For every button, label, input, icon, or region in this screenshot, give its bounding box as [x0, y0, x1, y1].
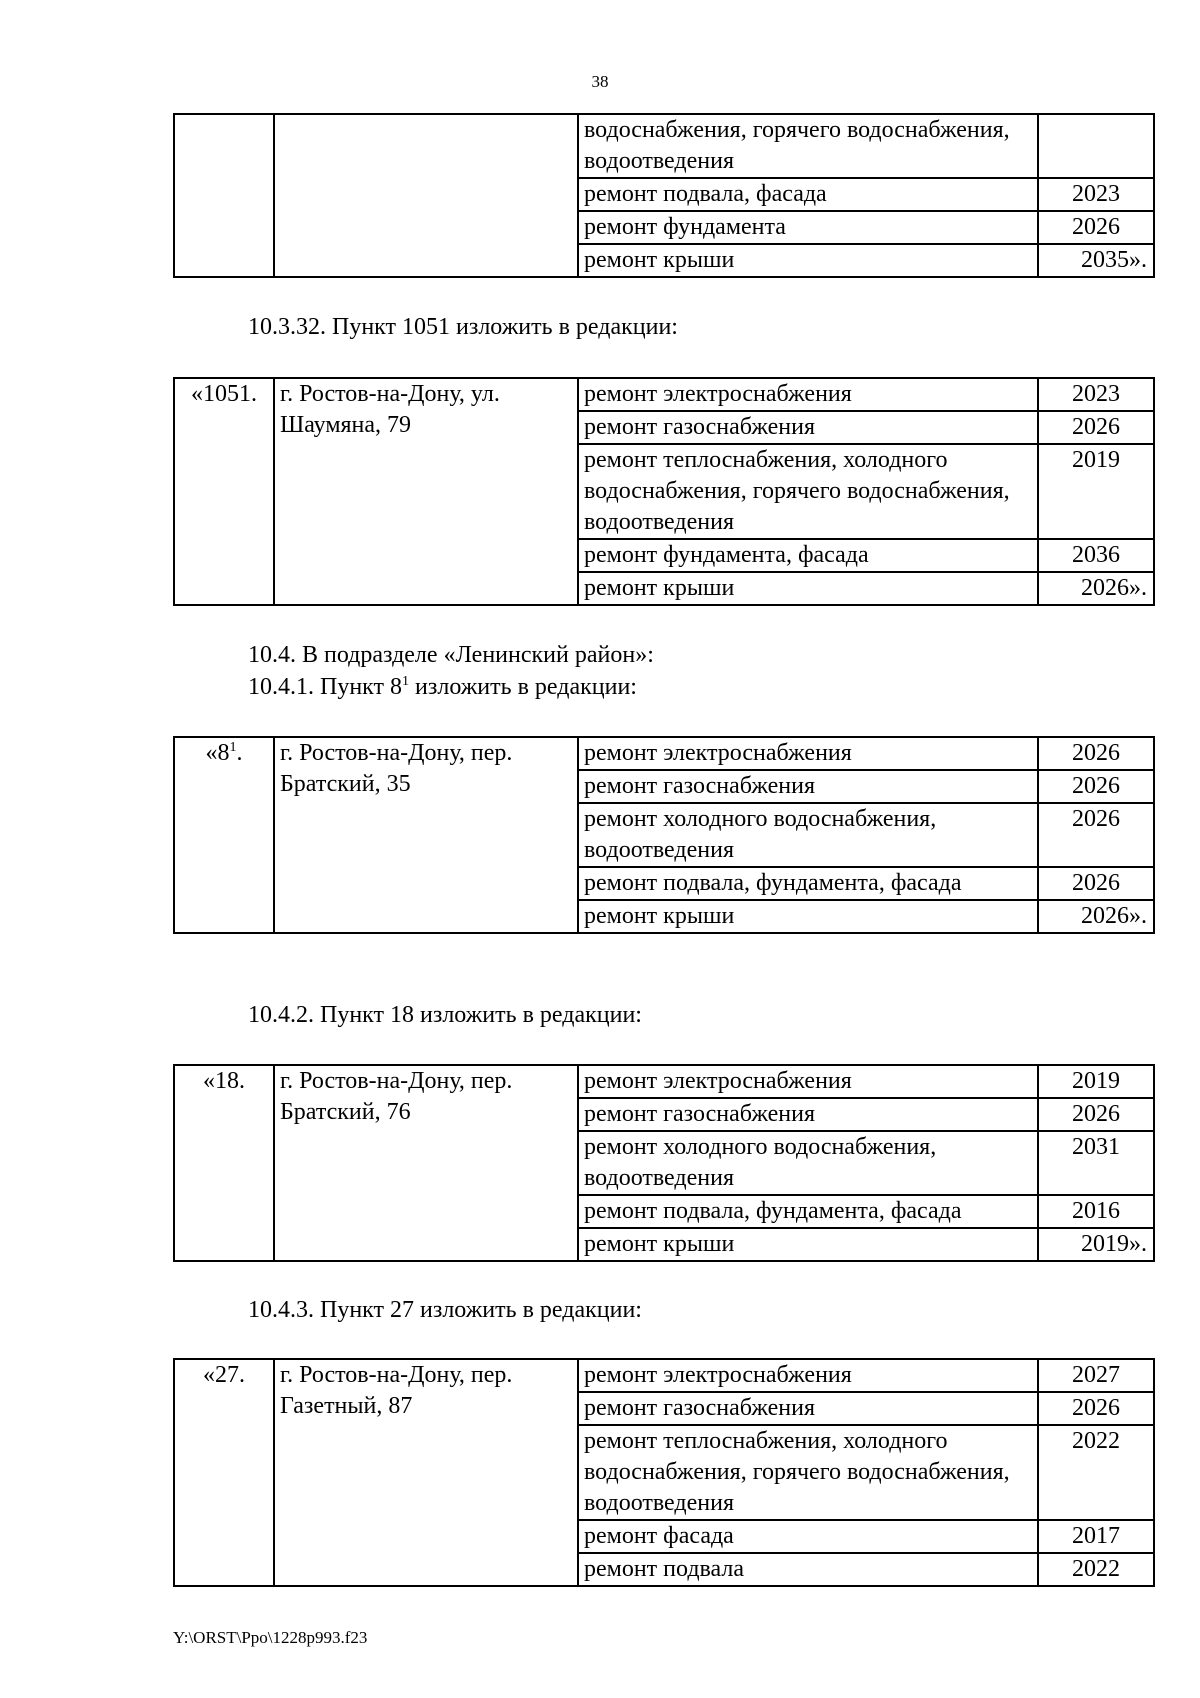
table-row — [174, 378, 1154, 411]
paragraph-10-4: 10.4. В подразделе «Ленинский район»: — [248, 642, 654, 668]
work-cell: ремонт фундамента, фасада — [578, 539, 1038, 572]
year-cell: 2027 — [1038, 1359, 1154, 1392]
work-cell: ремонт фундамента — [578, 211, 1038, 244]
work-cell: ремонт фасада — [578, 1520, 1038, 1553]
year-cell: 2022 — [1038, 1425, 1154, 1520]
year-cell: 2026». — [1038, 900, 1154, 933]
work-cell: ремонт электроснабжения — [578, 1359, 1038, 1392]
table-row — [174, 114, 1154, 178]
table-item-1051 — [173, 377, 1155, 606]
work-cell: ремонт газоснабжения — [578, 1392, 1038, 1425]
work-cell: ремонт газоснабжения — [578, 770, 1038, 803]
item-number-cell: «1051. — [174, 378, 274, 605]
table-row — [174, 1065, 1154, 1098]
item-number-cell: «27. — [174, 1359, 274, 1586]
table-item-27 — [173, 1358, 1155, 1587]
paragraph-text: 10.4.1. Пункт 8 — [248, 674, 403, 700]
table-item-18 — [173, 1064, 1155, 1262]
year-cell — [1038, 114, 1154, 178]
year-cell: 2026». — [1038, 572, 1154, 605]
superscript: 1 — [402, 674, 410, 689]
year-cell: 2026 — [1038, 1392, 1154, 1425]
year-cell: 2026 — [1038, 803, 1154, 867]
year-cell: 2019 — [1038, 1065, 1154, 1098]
table-row — [174, 1359, 1154, 1392]
address-cell: г. Ростов-на-Дону, пер. Братский, 76 — [274, 1065, 578, 1261]
work-cell: ремонт электроснабжения — [578, 378, 1038, 411]
work-cell: ремонт холодного водоснабжения, водоотведения — [578, 1131, 1038, 1195]
work-cell: ремонт подвала, фундамента, фасада — [578, 1195, 1038, 1228]
work-cell: ремонт электроснабжения — [578, 1065, 1038, 1098]
work-cell: ремонт газоснабжения — [578, 1098, 1038, 1131]
work-cell: ремонт крыши — [578, 244, 1038, 277]
paragraph-10-4-2: 10.4.2. Пункт 18 изложить в редакции: — [248, 1002, 642, 1028]
table-item-8-1 — [173, 736, 1155, 934]
item-number: «8 — [205, 740, 230, 766]
year-cell: 2019 — [1038, 444, 1154, 539]
superscript: 1 — [229, 740, 237, 755]
work-cell: ремонт крыши — [578, 1228, 1038, 1261]
year-cell: 2036 — [1038, 539, 1154, 572]
page-number: 38 — [591, 72, 609, 91]
address-cell: г. Ростов-на-Дону, пер. Газетный, 87 — [274, 1359, 578, 1586]
year-cell: 2023 — [1038, 378, 1154, 411]
address-cell — [274, 114, 578, 277]
table-row — [174, 737, 1154, 770]
year-cell: 2017 — [1038, 1520, 1154, 1553]
year-cell: 2026 — [1038, 211, 1154, 244]
work-cell: ремонт крыши — [578, 900, 1038, 933]
year-cell: 2022 — [1038, 1553, 1154, 1586]
year-cell: 2019». — [1038, 1228, 1154, 1261]
address-cell: г. Ростов-на-Дону, пер. Братский, 35 — [274, 737, 578, 933]
work-cell: ремонт холодного водоснабжения, водоотведения — [578, 803, 1038, 867]
item-number-cell: «18. — [174, 1065, 274, 1261]
year-cell: 2023 — [1038, 178, 1154, 211]
work-cell: ремонт подвала — [578, 1553, 1038, 1586]
paragraph-text: изложить в редакции: — [409, 674, 637, 700]
paragraph-10-3-32: 10.3.32. Пункт 1051 изложить в редакции: — [248, 314, 678, 340]
year-cell: 2026 — [1038, 770, 1154, 803]
work-cell: ремонт крыши — [578, 572, 1038, 605]
year-cell: 2026 — [1038, 737, 1154, 770]
address-cell: г. Ростов-на-Дону, ул. Шаумяна, 79 — [274, 378, 578, 605]
work-cell: ремонт электроснабжения — [578, 737, 1038, 770]
work-cell: ремонт теплоснабжения, холодного водоснабжения, горячего водоснабжения, водоотведения — [578, 444, 1038, 539]
table-continuation — [173, 113, 1155, 278]
item-number-cell — [174, 737, 274, 933]
paragraph-10-4-1 — [248, 672, 637, 703]
year-cell: 2016 — [1038, 1195, 1154, 1228]
work-cell: ремонт подвала, фасада — [578, 178, 1038, 211]
paragraph-10-4-3: 10.4.3. Пункт 27 изложить в редакции: — [248, 1297, 642, 1323]
year-cell: 2031 — [1038, 1131, 1154, 1195]
work-cell: ремонт теплоснабжения, холодного водоснабжения, горячего водоснабжения, водоотведения — [578, 1425, 1038, 1520]
item-number-cell — [174, 114, 274, 277]
item-number-dot: . — [236, 740, 243, 766]
year-cell: 2026 — [1038, 411, 1154, 444]
work-cell: ремонт подвала, фундамента, фасада — [578, 867, 1038, 900]
file-path-footer: Y:\ORST\Ppo\1228p993.f23 — [173, 1628, 368, 1647]
work-cell: ремонт газоснабжения — [578, 411, 1038, 444]
year-cell: 2026 — [1038, 1098, 1154, 1131]
year-cell: 2035». — [1038, 244, 1154, 277]
year-cell: 2026 — [1038, 867, 1154, 900]
work-cell: водоснабжения, горячего водоснабжения, водоотведения — [578, 114, 1038, 178]
